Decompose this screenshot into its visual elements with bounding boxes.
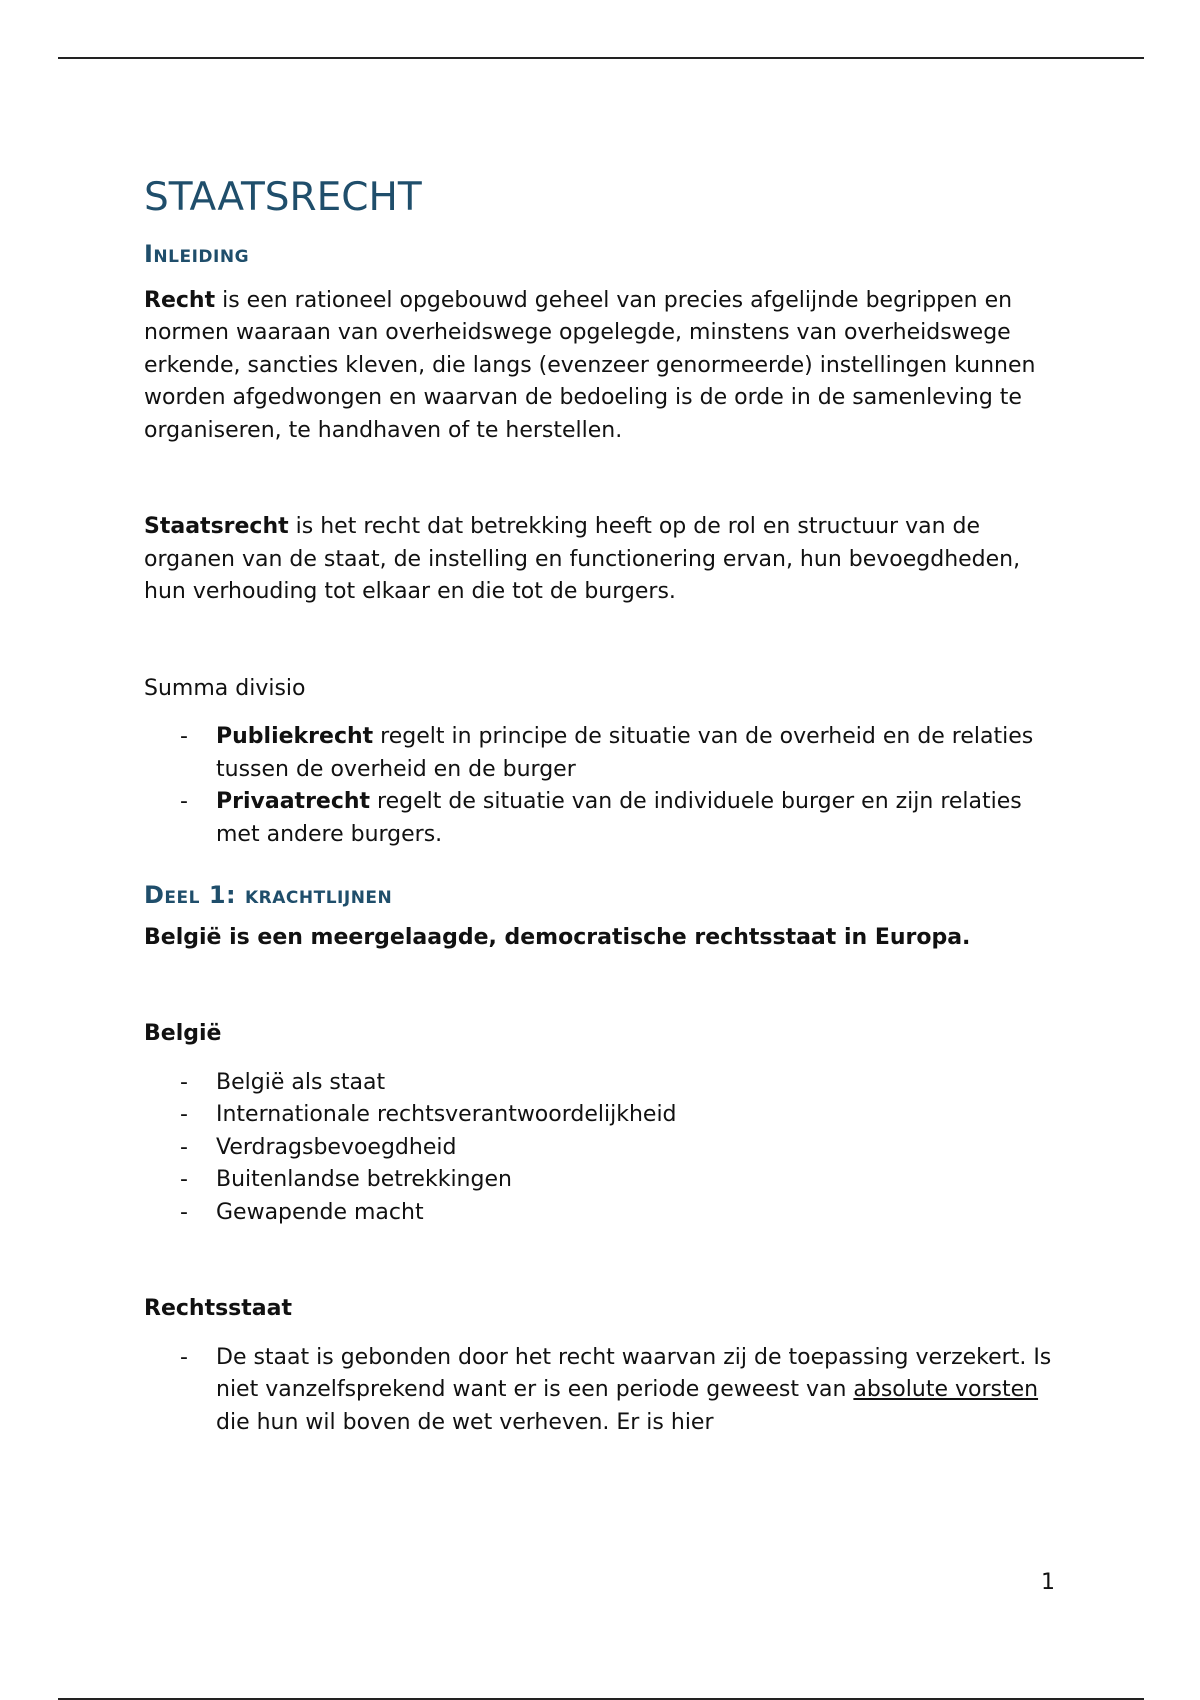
list-item: - Gewapende macht — [216, 1197, 1064, 1230]
rechtsstaat-heading: Rechtsstaat — [144, 1296, 292, 1322]
section-heading-inleiding: Inleiding — [144, 239, 250, 268]
list-item-text: regelt de situatie van de individuele burger en zijn relaties met andere burgers. — [216, 789, 1022, 847]
list-item-term: Privaatrecht — [216, 789, 371, 815]
document-title: STAATSRECHT — [144, 175, 422, 220]
dash-bullet: - — [180, 1167, 188, 1193]
section-heading-deel-1: Deel 1: krachtlijnen — [144, 881, 393, 910]
recht-definition — [144, 285, 1064, 448]
page-number: 1 — [1041, 1570, 1055, 1595]
header-rule — [58, 57, 1144, 59]
list-item — [180, 721, 1064, 786]
list-item-text: regelt in principe de situatie van de overheid en de relaties tussen de overheid en de burger — [216, 724, 1034, 782]
list-item: - België als staat — [216, 1067, 1064, 1100]
belgie-heading: België — [144, 1021, 222, 1047]
belgie-list — [144, 1067, 1064, 1230]
deel1-statement: België is een meergelaagde, democratische rechtsstaat in Europa. — [144, 924, 971, 950]
summa-divisio-label: Summa divisio — [144, 675, 306, 701]
staatsrecht-definition — [144, 511, 1064, 609]
page-body — [144, 175, 1064, 1439]
dash-bullet: - — [180, 789, 188, 815]
underlined-term: absolute vorsten — [853, 1377, 1039, 1403]
dash-bullet: - — [180, 1199, 188, 1225]
dash-bullet: - — [180, 1134, 188, 1160]
list-item: - Verdragsbevoegdheid — [216, 1132, 1064, 1165]
rechtsstaat-list — [144, 1342, 1064, 1440]
list-item: - De staat is gebonden door het recht waarvan zij de toepassing verzekert. Is niet vanzelfsprekend want er is een periode geweest van absolute vorsten die hun wil boven de wet verheven. Er is hier — [216, 1342, 1064, 1440]
list-item: - Buitenlandse betrekkingen — [216, 1164, 1064, 1197]
dash-bullet: - — [180, 724, 188, 750]
dash-bullet: - — [180, 1344, 188, 1370]
staatsrecht-text: is het recht dat betrekking heeft op de rol en structuur van de organen van de staat, de instelling en functionering ervan, hun bevoegdheden, hun verhouding tot elkaar en die tot de burgers. — [144, 514, 1021, 605]
summa-divisio-list — [144, 721, 1064, 851]
staatsrecht-term: Staatsrecht — [144, 514, 289, 540]
list-item: - Internationale rechtsverantwoordelijkheid — [216, 1099, 1064, 1132]
recht-text: is een rationeel opgebouwd geheel van precies afgelijnde begrippen en normen waaraan van overheidswege opgelegde, minstens van overheidswege erkende, sancties kleven, die langs (evenzeer genormeerde) instellingen kunnen worden afgedwongen en waarvan de bedoeling is de orde in de samenleving te organiseren, te handhaven of te herstellen. — [144, 287, 1036, 443]
recht-term: Recht — [144, 287, 216, 313]
list-item — [180, 786, 1064, 851]
list-item-term: Publiekrecht — [216, 724, 374, 750]
dash-bullet: - — [180, 1102, 188, 1128]
dash-bullet: - — [180, 1069, 188, 1095]
